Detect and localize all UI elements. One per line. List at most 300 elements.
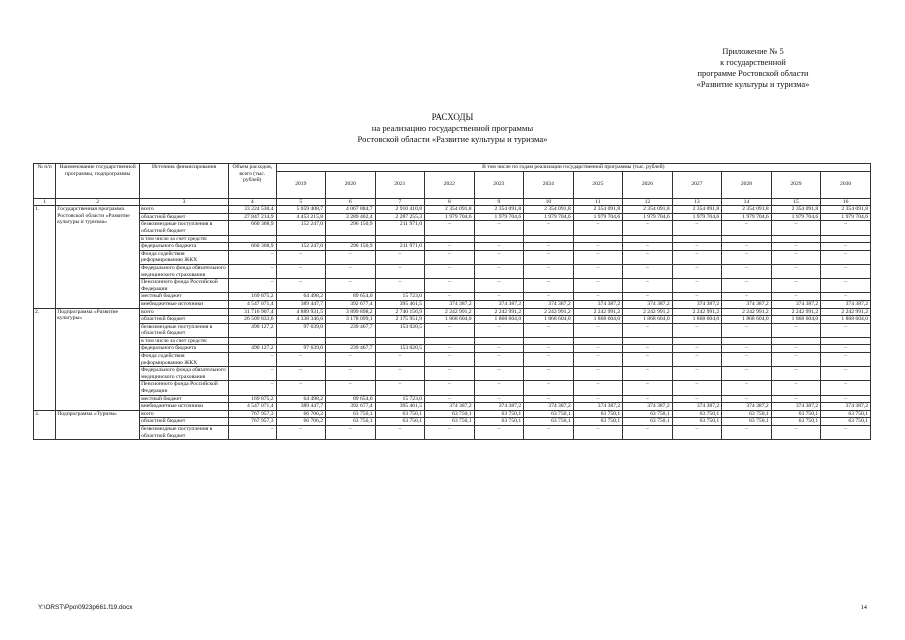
year-value-cell: –: [771, 293, 821, 301]
appendix-line: «Развитие культуры и туризма»: [696, 80, 810, 89]
year-value-cell: –: [672, 381, 722, 395]
document-title: [0, 112, 905, 145]
year-value-cell: –: [722, 367, 772, 381]
year-value-cell: 152 247,0: [276, 221, 326, 235]
year-value-cell: –: [623, 264, 673, 278]
year-value-cell: –: [821, 426, 871, 440]
total-cell: 169 875,2: [229, 395, 277, 403]
year-value-cell: 2 242 991,2: [425, 308, 475, 316]
funding-source: всего: [140, 308, 229, 316]
section-number: 3.: [34, 410, 56, 439]
year-value-cell: [524, 337, 574, 345]
year-value-cell: 1 868 604,0: [474, 316, 524, 324]
year-value-cell: –: [771, 323, 821, 337]
year-value-cell: –: [672, 243, 722, 251]
header-source: Источник финансирования: [140, 164, 229, 199]
year-value-cell: –: [425, 426, 475, 440]
year-value-cell: –: [623, 367, 673, 381]
total-cell: 27 847 214,9: [229, 213, 277, 221]
total-cell: –: [229, 264, 277, 278]
year-value-cell: 2 242 991,2: [722, 308, 772, 316]
year-value-cell: 63 750,1: [672, 418, 722, 426]
year-value-cell: 211 971,0: [375, 221, 425, 235]
year-value-cell: –: [623, 221, 673, 235]
title-subheading: Ростовской области «Развитие культуры и туризма»: [357, 134, 548, 144]
header-year: 2021: [375, 171, 425, 198]
year-value-cell: –: [474, 367, 524, 381]
year-value-cell: 63 750,1: [573, 410, 623, 418]
year-value-cell: 97 639,0: [276, 323, 326, 337]
year-value-cell: –: [672, 293, 722, 301]
total-cell: 4 547 071,4: [229, 403, 277, 411]
year-value-cell: 63 750,1: [326, 410, 376, 418]
year-value-cell: –: [821, 264, 871, 278]
year-value-cell: –: [672, 250, 722, 264]
appendix-line: Приложение № 5: [722, 47, 784, 56]
column-number: 1: [34, 198, 56, 206]
year-value-cell: [425, 337, 475, 345]
total-cell: 169 875,2: [229, 293, 277, 301]
header-num: № п/п: [34, 164, 56, 199]
header-name: Наименование государственной программы, подпрограммы: [56, 164, 140, 199]
year-value-cell: 374 387,2: [573, 300, 623, 308]
year-value-cell: –: [573, 293, 623, 301]
year-value-cell: 2 175 951,9: [375, 316, 425, 324]
year-value-cell: 4 889 931,5: [276, 308, 326, 316]
header-year: 2022: [425, 171, 475, 198]
total-cell: 33 224 530,4: [229, 206, 277, 214]
funding-source: в том числе за счет средств:: [140, 235, 229, 243]
year-value-cell: –: [771, 250, 821, 264]
year-value-cell: 63 750,1: [524, 418, 574, 426]
year-value-cell: –: [375, 250, 425, 264]
year-value-cell: –: [771, 426, 821, 440]
year-value-cell: –: [771, 367, 821, 381]
appendix-line: к государственной: [720, 58, 786, 67]
year-value-cell: –: [722, 345, 772, 353]
year-value-cell: –: [474, 243, 524, 251]
year-value-cell: –: [821, 279, 871, 293]
year-value-cell: 15 723,0: [375, 293, 425, 301]
year-value-cell: 89 654,0: [326, 293, 376, 301]
total-cell: 660 368,9: [229, 221, 277, 235]
table-row: [34, 345, 871, 353]
year-value-cell: –: [573, 345, 623, 353]
year-value-cell: 2 242 991,2: [821, 308, 871, 316]
year-value-cell: [821, 235, 871, 243]
year-value-cell: 4 338 346,6: [276, 316, 326, 324]
table-row: [34, 323, 871, 337]
year-value-cell: 374 387,2: [672, 300, 722, 308]
year-value-cell: 2 354 091,8: [573, 206, 623, 214]
year-value-cell: –: [425, 221, 475, 235]
header-year: 2024: [524, 171, 574, 198]
year-value-cell: 1 868 604,0: [425, 316, 475, 324]
year-value-cell: 395 461,5: [375, 403, 425, 411]
table-row: [34, 337, 871, 345]
year-value-cell: 66 706,2: [276, 410, 326, 418]
year-value-cell: [326, 337, 376, 345]
header-year: 2023: [474, 171, 524, 198]
year-value-cell: 389 447,7: [276, 300, 326, 308]
year-value-cell: 1 979 704,6: [623, 213, 673, 221]
year-value-cell: –: [474, 345, 524, 353]
appendix-line: программе Ростовской области: [697, 69, 809, 78]
year-value-cell: 63 750,1: [623, 410, 673, 418]
year-value-cell: –: [623, 381, 673, 395]
year-value-cell: –: [623, 293, 673, 301]
year-value-cell: –: [672, 367, 722, 381]
year-value-cell: –: [771, 353, 821, 367]
year-value-cell: –: [722, 395, 772, 403]
header-row: [34, 164, 871, 172]
year-value-cell: [623, 337, 673, 345]
column-number: 10: [524, 198, 574, 206]
funding-source: безвозмездные поступления в областной бюджет: [140, 221, 229, 235]
year-value-cell: 4 453 215,8: [276, 213, 326, 221]
year-value-cell: 4 067 884,7: [326, 206, 376, 214]
year-value-cell: [672, 337, 722, 345]
year-value-cell: –: [573, 381, 623, 395]
table-row: [34, 221, 871, 235]
year-value-cell: –: [375, 367, 425, 381]
total-cell: 490 127,2: [229, 345, 277, 353]
funding-source: безвозмездные поступления в областной бюджет: [140, 426, 229, 440]
funding-source: безвозмездные поступления в областной бюджет: [140, 323, 229, 337]
year-value-cell: [474, 235, 524, 243]
funding-source: областной бюджет: [140, 213, 229, 221]
year-value-cell: 374 387,2: [573, 403, 623, 411]
year-value-cell: 2 354 091,8: [821, 206, 871, 214]
year-value-cell: –: [771, 381, 821, 395]
year-value-cell: 392 677,4: [326, 403, 376, 411]
year-value-cell: –: [722, 264, 772, 278]
year-value-cell: –: [573, 367, 623, 381]
column-number: 2: [56, 198, 140, 206]
year-value-cell: –: [722, 426, 772, 440]
year-value-cell: –: [375, 279, 425, 293]
year-value-cell: 374 387,2: [524, 300, 574, 308]
year-value-cell: –: [573, 395, 623, 403]
year-value-cell: 3 178 099,1: [326, 316, 376, 324]
year-value-cell: –: [821, 353, 871, 367]
year-value-cell: 2 242 991,2: [524, 308, 574, 316]
year-value-cell: –: [474, 264, 524, 278]
funding-source: Пенсионного фонда Российской Федерации: [140, 279, 229, 293]
total-cell: 26 509 833,6: [229, 316, 277, 324]
year-value-cell: 97 639,0: [276, 345, 326, 353]
year-value-cell: –: [326, 426, 376, 440]
year-value-cell: –: [425, 395, 475, 403]
year-value-cell: –: [722, 221, 772, 235]
funding-source: внебюджетные источники: [140, 403, 229, 411]
year-value-cell: 374 387,2: [524, 403, 574, 411]
year-value-cell: –: [425, 243, 475, 251]
header-year: 2029: [771, 171, 821, 198]
year-value-cell: 1 868 604,0: [771, 316, 821, 324]
year-value-cell: [276, 235, 326, 243]
year-value-cell: [375, 337, 425, 345]
table-row: [34, 250, 871, 264]
year-value-cell: –: [276, 381, 326, 395]
year-value-cell: [771, 337, 821, 345]
header-year: 2019: [276, 171, 326, 198]
year-value-cell: 374 387,2: [722, 300, 772, 308]
year-value-cell: 2 242 991,2: [623, 308, 673, 316]
year-value-cell: –: [672, 395, 722, 403]
header-years-group: В том числе по годам реализации государственной программы (тыс. рублей): [276, 164, 870, 172]
year-value-cell: 1 979 704,6: [425, 213, 475, 221]
table-row: [34, 395, 871, 403]
total-cell: 31 716 907,4: [229, 308, 277, 316]
year-value-cell: –: [375, 353, 425, 367]
year-value-cell: 2 354 091,8: [672, 206, 722, 214]
year-value-cell: –: [425, 264, 475, 278]
table-row: [34, 300, 871, 308]
year-value-cell: –: [672, 221, 722, 235]
year-value-cell: 63 750,1: [326, 418, 376, 426]
funding-source: федерального бюджета: [140, 345, 229, 353]
funding-source: местный бюджет: [140, 395, 229, 403]
header-year: 2028: [722, 171, 772, 198]
total-cell: 490 127,2: [229, 323, 277, 337]
year-value-cell: 374 387,2: [821, 300, 871, 308]
year-value-cell: –: [425, 367, 475, 381]
year-value-cell: –: [623, 250, 673, 264]
year-value-cell: [474, 337, 524, 345]
year-value-cell: 395 461,5: [375, 300, 425, 308]
year-value-cell: 64 498,2: [276, 395, 326, 403]
year-value-cell: –: [623, 395, 673, 403]
year-value-cell: –: [524, 426, 574, 440]
table-row: [34, 418, 871, 426]
year-value-cell: –: [771, 345, 821, 353]
year-value-cell: –: [672, 353, 722, 367]
year-value-cell: –: [524, 221, 574, 235]
section-number: 2.: [34, 308, 56, 410]
total-cell: 4 547 071,4: [229, 300, 277, 308]
year-value-cell: –: [722, 353, 772, 367]
year-value-cell: –: [821, 345, 871, 353]
table-row: [34, 264, 871, 278]
section-name: Государственная программа Ростовской области «Развитие культуры и туризма»: [56, 206, 140, 308]
year-value-cell: [623, 235, 673, 243]
year-value-cell: –: [326, 381, 376, 395]
year-value-cell: –: [771, 243, 821, 251]
year-value-cell: 2 354 091,8: [623, 206, 673, 214]
funding-source: областной бюджет: [140, 316, 229, 324]
funding-source: всего: [140, 410, 229, 418]
column-number: 5: [276, 198, 326, 206]
year-value-cell: 1 979 704,6: [722, 213, 772, 221]
year-value-cell: 2 287 255,3: [375, 213, 425, 221]
year-value-cell: –: [722, 243, 772, 251]
year-value-cell: –: [821, 381, 871, 395]
year-value-cell: [672, 235, 722, 243]
expenses-table: [33, 163, 871, 440]
year-value-cell: 63 750,1: [672, 410, 722, 418]
table-row: [34, 367, 871, 381]
year-value-cell: 1 979 704,6: [573, 213, 623, 221]
year-value-cell: 15 723,0: [375, 395, 425, 403]
year-value-cell: –: [474, 293, 524, 301]
appendix-block: [653, 46, 853, 90]
year-value-cell: –: [276, 264, 326, 278]
funding-source: всего: [140, 206, 229, 214]
year-value-cell: –: [722, 293, 772, 301]
year-value-cell: –: [573, 279, 623, 293]
table-row: [34, 213, 871, 221]
year-value-cell: 2 354 091,8: [524, 206, 574, 214]
year-value-cell: 374 387,2: [672, 403, 722, 411]
year-value-cell: 374 387,2: [722, 403, 772, 411]
year-value-cell: 63 750,1: [425, 410, 475, 418]
year-value-cell: [722, 235, 772, 243]
table-row: [34, 235, 871, 243]
year-value-cell: 374 387,2: [623, 300, 673, 308]
column-number: 3: [140, 198, 229, 206]
year-value-cell: 63 750,1: [821, 418, 871, 426]
funding-source: Федерального фонда обязательного медицинского страхования: [140, 264, 229, 278]
year-value-cell: 374 387,2: [425, 300, 475, 308]
funding-source: Пенсионного фонда Российской Федерации: [140, 381, 229, 395]
year-value-cell: –: [573, 426, 623, 440]
year-value-cell: 3 899 898,2: [326, 308, 376, 316]
total-cell: 767 957,3: [229, 418, 277, 426]
year-value-cell: –: [425, 323, 475, 337]
title-subheading: на реализацию государственной программы: [371, 123, 534, 133]
section-name: Подпрограмма «Развитие культуры»: [56, 308, 140, 410]
year-value-cell: 1 868 604,0: [722, 316, 772, 324]
year-value-cell: –: [722, 323, 772, 337]
year-value-cell: [722, 337, 772, 345]
table-row: [34, 316, 871, 324]
year-value-cell: 63 750,1: [524, 410, 574, 418]
year-value-cell: 63 750,1: [474, 410, 524, 418]
year-value-cell: 374 387,2: [821, 403, 871, 411]
year-value-cell: –: [722, 250, 772, 264]
year-value-cell: –: [425, 353, 475, 367]
year-value-cell: –: [326, 353, 376, 367]
header-total: Объем расходов, всего (тыс. рублей): [229, 164, 277, 199]
year-value-cell: –: [276, 353, 326, 367]
year-value-cell: [821, 337, 871, 345]
year-value-cell: –: [276, 279, 326, 293]
year-value-cell: –: [326, 367, 376, 381]
year-value-cell: –: [722, 279, 772, 293]
year-value-cell: 63 750,1: [722, 410, 772, 418]
year-value-cell: –: [524, 243, 574, 251]
total-cell: –: [229, 279, 277, 293]
year-value-cell: [524, 235, 574, 243]
year-value-cell: –: [821, 367, 871, 381]
year-value-cell: 239 467,7: [326, 323, 376, 337]
year-value-cell: 152 247,0: [276, 243, 326, 251]
year-value-cell: 1 979 704,6: [474, 213, 524, 221]
funding-source: Фонда содействия реформированию ЖКХ: [140, 353, 229, 367]
year-value-cell: 1 868 604,0: [672, 316, 722, 324]
funding-source: местный бюджет: [140, 293, 229, 301]
year-value-cell: [375, 235, 425, 243]
year-value-cell: –: [474, 323, 524, 337]
year-value-cell: –: [326, 279, 376, 293]
year-value-cell: 239 467,7: [326, 345, 376, 353]
year-value-cell: –: [474, 250, 524, 264]
year-value-cell: –: [672, 323, 722, 337]
year-value-cell: –: [623, 426, 673, 440]
year-value-cell: 153 020,5: [375, 323, 425, 337]
total-cell: –: [229, 353, 277, 367]
column-number: 13: [672, 198, 722, 206]
year-value-cell: 89 654,0: [326, 395, 376, 403]
table-row: [34, 381, 871, 395]
funding-source: Фонда содействия реформированию ЖКХ: [140, 250, 229, 264]
year-value-cell: –: [771, 264, 821, 278]
year-value-cell: –: [425, 345, 475, 353]
column-number: 7: [375, 198, 425, 206]
year-value-cell: 1 979 704,6: [672, 213, 722, 221]
header-year: 2027: [672, 171, 722, 198]
section-name: Подпрограмма «Туризм»: [56, 410, 140, 439]
year-value-cell: 63 750,1: [722, 418, 772, 426]
year-value-cell: 374 387,2: [771, 403, 821, 411]
year-value-cell: –: [474, 381, 524, 395]
year-value-cell: 374 387,2: [425, 403, 475, 411]
year-value-cell: 2 910 410,8: [375, 206, 425, 214]
year-value-cell: –: [623, 243, 673, 251]
column-number: 15: [771, 198, 821, 206]
funding-source: в том числе за счет средств:: [140, 337, 229, 345]
year-value-cell: –: [375, 381, 425, 395]
year-value-cell: 1 979 704,6: [524, 213, 574, 221]
year-value-cell: –: [474, 395, 524, 403]
column-number: 14: [722, 198, 772, 206]
year-value-cell: 63 750,1: [771, 410, 821, 418]
year-value-cell: –: [474, 426, 524, 440]
year-value-cell: 211 971,0: [375, 243, 425, 251]
year-value-cell: 63 750,1: [771, 418, 821, 426]
year-value-cell: –: [524, 381, 574, 395]
year-value-cell: –: [722, 381, 772, 395]
section-number: 1.: [34, 206, 56, 308]
year-value-cell: 1 868 604,0: [821, 316, 871, 324]
column-number: 6: [326, 198, 376, 206]
year-value-cell: 1 868 604,0: [623, 316, 673, 324]
year-value-cell: 2 242 991,2: [474, 308, 524, 316]
total-cell: –: [229, 381, 277, 395]
year-value-cell: –: [326, 264, 376, 278]
year-value-cell: –: [573, 250, 623, 264]
year-value-cell: 2 354 091,8: [722, 206, 772, 214]
header-year: 2026: [623, 171, 673, 198]
year-value-cell: –: [474, 221, 524, 235]
year-value-cell: [425, 235, 475, 243]
year-value-cell: –: [524, 353, 574, 367]
year-value-cell: –: [771, 279, 821, 293]
table-row: [34, 279, 871, 293]
year-value-cell: 296 150,9: [326, 243, 376, 251]
year-value-cell: 374 387,2: [771, 300, 821, 308]
year-value-cell: –: [821, 395, 871, 403]
table-row: [34, 308, 871, 316]
year-value-cell: –: [821, 250, 871, 264]
year-value-cell: 2 354 091,8: [771, 206, 821, 214]
year-value-cell: –: [375, 264, 425, 278]
year-value-cell: –: [276, 426, 326, 440]
year-value-cell: [771, 235, 821, 243]
year-value-cell: –: [623, 323, 673, 337]
year-value-cell: 374 387,2: [474, 403, 524, 411]
